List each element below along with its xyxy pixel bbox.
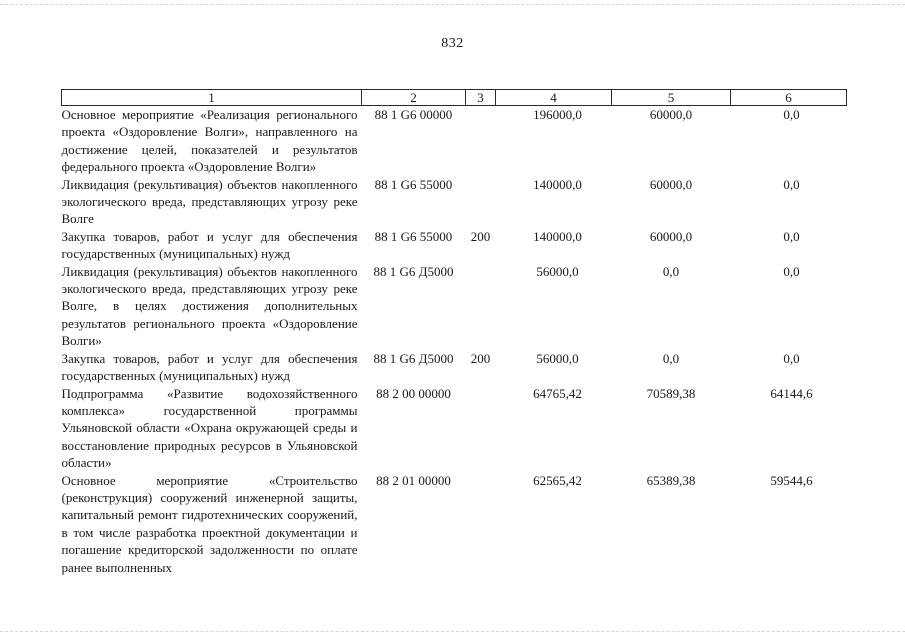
row-code: 88 1 G6 55000: [374, 228, 453, 244]
row-value-4: 64765,42: [533, 385, 582, 401]
row-value-6: 0,0: [783, 350, 800, 366]
row-expense-type: [466, 472, 496, 576]
row-name: Ликвидация (рекультивация) объектов накопленного экологического вреда, представляющих угрозу реке Волге, в целях достижения дополнительных результатов регионального проекта «Оздоровление Волги»: [61, 263, 358, 349]
row-value-5: 70589,38: [646, 385, 696, 401]
table-row: [62, 385, 847, 472]
column-header: 6: [731, 90, 847, 106]
row-name: Ликвидация (рекультивация) объектов накопленного экологического вреда, представляющих угрозу реке Волге: [61, 176, 358, 227]
row-name: Основное мероприятие «Реализация регионального проекта «Оздоровление Волги», направленного на достижение целей, показателей и результатов федерального проекта «Оздоровление Волги»: [61, 107, 358, 175]
row-expense-type: 200: [470, 228, 491, 244]
row-value-4: 140000,0: [533, 176, 582, 192]
row-expense-type: [466, 385, 496, 472]
row-value-5: 60000,0: [649, 228, 693, 244]
table-row: [62, 350, 847, 385]
table-row: [62, 106, 847, 176]
row-code: 88 1 G6 55000: [374, 176, 453, 192]
row-code: 88 1 G6 Д5000: [373, 263, 454, 279]
header-row: [62, 90, 847, 106]
row-value-6: 0,0: [783, 107, 800, 122]
column-header: 1: [62, 90, 362, 106]
row-value-6: 0,0: [783, 263, 800, 279]
row-value-4: 196000,0: [533, 107, 582, 122]
row-name: Закупка товаров, работ и услуг для обеспечения государственных (муниципальных) нужд: [61, 228, 358, 262]
budget-table: [61, 89, 847, 576]
row-value-5: 65389,38: [646, 472, 696, 488]
scan-edge-top: [0, 4, 905, 6]
row-expense-type: 200: [470, 350, 491, 366]
row-value-6: 0,0: [783, 228, 800, 244]
column-header: 2: [362, 90, 466, 106]
row-value-5: 0,0: [662, 263, 680, 279]
row-value-6: 64144,6: [770, 385, 813, 401]
column-header: 5: [612, 90, 731, 106]
table-row: [62, 228, 847, 263]
row-name: Основное мероприятие «Строительство (реконструкция) сооружений инженерной защиты, капитальный ремонт гидротехнических сооружений, в том числе разработка проектной документации и погашение кредиторской задолженности по оплате ранее выполненных: [61, 472, 358, 575]
row-code: 88 1 G6 00000: [374, 107, 453, 122]
row-value-6: 59544,6: [770, 472, 813, 488]
row-expense-type: [466, 106, 496, 176]
row-name: Подпрограмма «Развитие водохозяйственного комплекса» государственной программы Ульяновской области «Охрана окружающей среды и восстановление природных ресурсов в Ульяновской области»: [61, 385, 358, 471]
row-value-5: 0,0: [662, 350, 680, 366]
row-expense-type: [466, 176, 496, 228]
row-code: 88 2 01 00000: [376, 472, 451, 488]
column-header: 3: [466, 90, 496, 106]
row-value-4: 56000,0: [536, 350, 579, 366]
scan-edge-bottom: [0, 631, 905, 633]
row-value-4: 56000,0: [536, 263, 579, 279]
row-value-4: 62565,42: [533, 472, 582, 488]
row-expense-type: [466, 263, 496, 350]
row-value-6: 0,0: [783, 176, 800, 192]
table-row: [62, 176, 847, 228]
table-row: [62, 472, 847, 576]
column-header: 4: [496, 90, 612, 106]
row-value-5: 60000,0: [649, 176, 693, 192]
row-code: 88 2 00 00000: [376, 385, 451, 401]
row-name: Закупка товаров, работ и услуг для обеспечения государственных (муниципальных) нужд: [61, 350, 358, 384]
table-row: [62, 263, 847, 350]
row-value-4: 140000,0: [533, 228, 582, 244]
row-value-5: 60000,0: [649, 107, 693, 122]
row-code: 88 1 G6 Д5000: [373, 350, 454, 366]
page-number: 832: [441, 36, 464, 51]
table-body: [62, 106, 847, 576]
